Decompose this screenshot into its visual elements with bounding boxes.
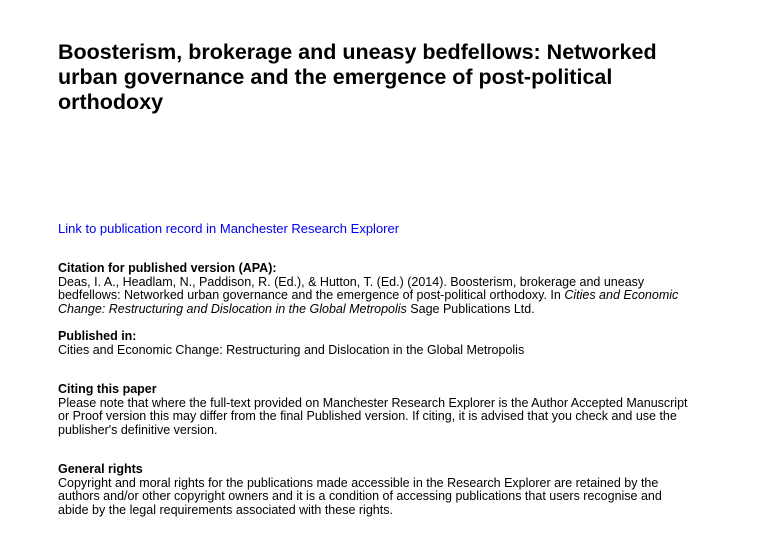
citing-heading: Citing this paper bbox=[58, 382, 157, 396]
citing-line: Please note that where the full-text provided on Manchester Research Explorer is the Author Accepted Manuscript bbox=[58, 395, 688, 410]
title-line: orthodoxy bbox=[58, 90, 164, 114]
citation-line bbox=[58, 303, 748, 317]
published-in-section bbox=[58, 330, 748, 357]
citation-book-title: Cities and Economic bbox=[564, 288, 679, 302]
citation-publisher: Sage Publications Ltd. bbox=[406, 301, 535, 316]
general-rights-heading: General rights bbox=[58, 462, 143, 476]
document-title bbox=[58, 40, 748, 115]
general-rights-line: abide by the legal requirements associated with these rights. bbox=[58, 502, 393, 517]
general-rights-line: authors and/or other copyright owners and it is a condition of accessing publications that users recognise and bbox=[58, 489, 662, 503]
citation-line bbox=[58, 289, 748, 303]
publication-record-link[interactable]: Link to publication record in Manchester Research Explorer bbox=[58, 221, 400, 236]
general-rights-section bbox=[58, 463, 748, 517]
published-in-text: Cities and Economic Change: Restructuring and Dislocation in the Global Metropolis bbox=[58, 342, 525, 357]
citation-book-title: Change: Restructuring and Dislocation in the Global Metropolis bbox=[58, 301, 407, 316]
citing-section bbox=[58, 383, 748, 437]
citation-section bbox=[58, 262, 748, 316]
published-in-heading: Published in: bbox=[58, 329, 137, 343]
citing-line: publisher's definitive version. bbox=[58, 422, 218, 437]
title-line: Boosterism, brokerage and uneasy bedfellows: Networked bbox=[58, 40, 657, 64]
citation-heading: Citation for published version (APA): bbox=[58, 261, 277, 275]
citation-text: bedfellows: Networked urban governance and the emergence of post-political orthodoxy. In bbox=[58, 288, 565, 302]
citing-line: or Proof version this may differ from the final Published version. If citing, it is advised that you check and use the bbox=[58, 409, 677, 423]
citation-line: Deas, I. A., Headlam, N., Paddison, R. (Ed.), & Hutton, T. (Ed.) (2014). Boosterism, brokerage and uneasy bbox=[58, 274, 645, 289]
title-line: urban governance and the emergence of post-political bbox=[58, 65, 613, 89]
general-rights-line: Copyright and moral rights for the publications made accessible in the Research Explorer are retained by the bbox=[58, 475, 659, 490]
